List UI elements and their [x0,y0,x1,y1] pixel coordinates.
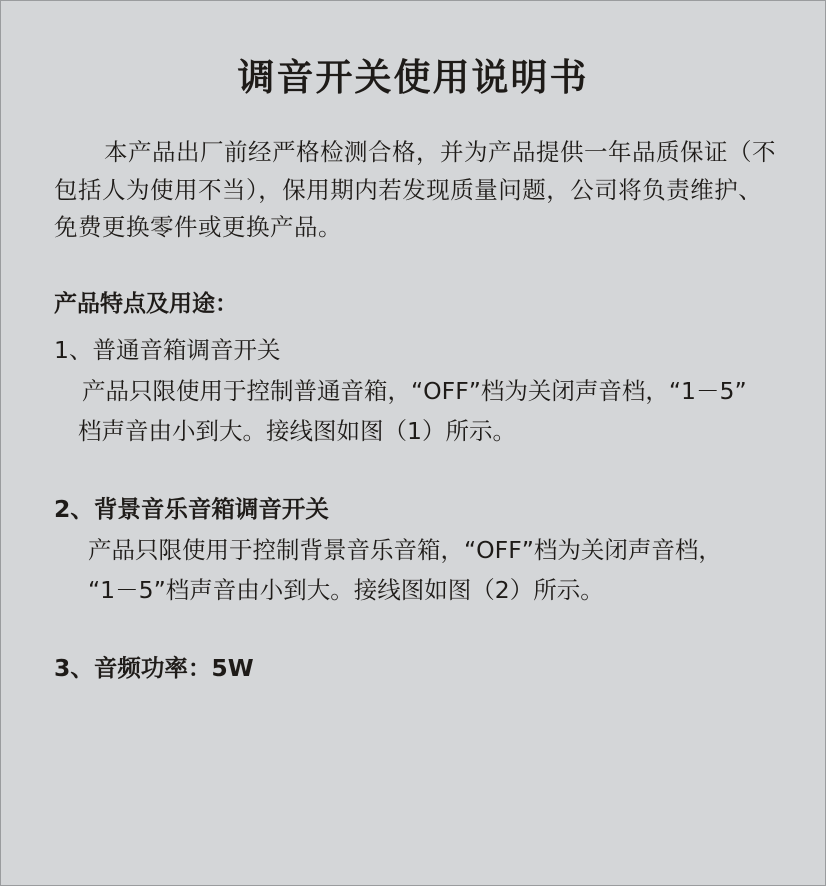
features-heading: 产品特点及用途： [54,291,238,317]
item-1-line-1: 产品只限使用于控制普通音箱，“OFF”档为关闭声音档，“1－5” [82,377,747,405]
item-3-heading: 3、音频功率：5W [54,654,254,682]
item-2-heading: 2、背景音乐音箱调音开关 [54,495,329,523]
item-2-line-1: 产品只限使用于控制背景音乐音箱，“OFF”档为关闭声音档， [88,536,722,564]
item-1-line-2: 档声音由小到大。接线图如图（1）所示。 [78,417,516,445]
document-title: 调音开关使用说明书 [237,56,589,99]
warranty-paragraph: 本产品出厂前经严格检测合格，并为产品提供一年品质保证（不包括人为使用不当），保用期内若发现质量问题，公司将负责维护、免费更换零件或更换产品。 [54,138,776,241]
item-1-heading: 1、普通音箱调音开关 [54,336,281,364]
item-2-line-2: “1－5”档声音由小到大。接线图如图（2）所示。 [88,576,604,604]
